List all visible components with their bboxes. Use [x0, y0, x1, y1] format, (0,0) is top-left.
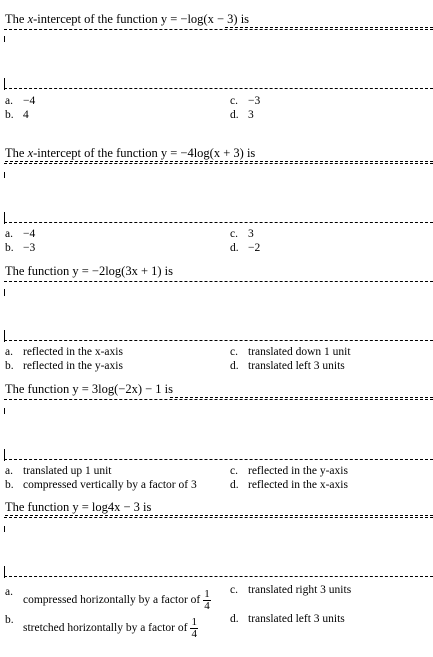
option-text: −2	[248, 242, 261, 254]
stem-text: -intercept of the function	[33, 146, 161, 160]
answer-box[interactable]	[4, 281, 433, 341]
fraction-denominator: 4	[191, 627, 197, 640]
answer-box[interactable]	[4, 163, 433, 223]
equation: y = −log(x − 3)	[160, 12, 238, 26]
question-stem	[5, 146, 255, 161]
stem-variable: x	[27, 12, 34, 26]
option-d[interactable]	[230, 613, 345, 625]
option-text: compressed vertically by a factor of 3	[23, 479, 197, 491]
option-b[interactable]	[5, 479, 197, 491]
option-letter: c.	[230, 465, 238, 477]
option-text: 3	[248, 109, 254, 121]
option-letter: b.	[5, 109, 14, 121]
answer-box[interactable]	[4, 517, 433, 577]
question-stem	[5, 12, 249, 27]
answer-box[interactable]	[4, 399, 433, 460]
fraction-numerator: 1	[191, 615, 197, 628]
option-text: −3	[248, 95, 261, 107]
option-letter: c.	[230, 584, 238, 596]
option-d[interactable]	[230, 360, 345, 372]
option-letter: c.	[230, 346, 238, 358]
stem-text: is	[243, 146, 256, 160]
question-stem	[5, 500, 151, 515]
fraction-denominator: 4	[204, 599, 210, 612]
option-d[interactable]	[230, 479, 348, 491]
option-c[interactable]	[230, 465, 348, 477]
answer-underline	[225, 27, 433, 28]
box-tick	[4, 289, 5, 296]
option-text: reflected in the x-axis	[248, 479, 348, 491]
option-d[interactable]	[230, 109, 254, 121]
option-letter: a.	[5, 586, 13, 598]
equation: y = −2log(3x + 1)	[72, 264, 162, 278]
option-text: reflected in the x-axis	[23, 346, 123, 358]
option-text: reflected in the y-axis	[248, 465, 348, 477]
fraction	[190, 617, 198, 640]
stem-text: -intercept of the function	[33, 12, 161, 26]
option-b[interactable]	[5, 360, 123, 372]
answer-underline	[5, 161, 433, 162]
box-tick	[4, 36, 5, 42]
box-tick	[4, 212, 5, 224]
option-text: translated right 3 units	[248, 584, 352, 596]
box-tick	[4, 526, 5, 532]
option-c[interactable]	[230, 95, 260, 107]
option-b[interactable]	[5, 242, 35, 254]
option-a[interactable]	[5, 95, 35, 107]
stem-text: is	[161, 382, 174, 396]
option-a[interactable]	[5, 465, 111, 477]
option-text: compressed horizontally by a factor of	[23, 594, 201, 606]
option-letter: c.	[230, 95, 238, 107]
option-a[interactable]	[5, 346, 123, 358]
option-letter: d.	[230, 360, 239, 372]
stem-text: is	[237, 12, 250, 26]
option-text: −4	[23, 95, 36, 107]
option-letter: d.	[230, 613, 239, 625]
option-letter: d.	[230, 109, 239, 121]
option-b[interactable]	[5, 614, 198, 640]
option-c[interactable]	[230, 346, 351, 358]
question-stem	[5, 264, 173, 279]
option-text: translated left 3 units	[248, 613, 345, 625]
option-text: −4	[23, 228, 36, 240]
answer-underline	[170, 397, 433, 398]
box-tick	[4, 449, 5, 461]
option-letter: a.	[5, 465, 13, 477]
option-letter: d.	[230, 242, 239, 254]
option-letter: c.	[230, 228, 238, 240]
option-a[interactable]	[5, 228, 35, 240]
answer-box[interactable]	[4, 29, 433, 89]
stem-text: The	[5, 146, 28, 160]
option-text: 3	[248, 228, 254, 240]
box-tick	[4, 330, 5, 342]
option-text: −3	[23, 242, 36, 254]
stem-text: is	[139, 500, 152, 514]
option-text: stretched horizontally by a factor of	[23, 622, 188, 634]
option-letter: b.	[5, 360, 14, 372]
option-letter: b.	[5, 614, 14, 626]
option-b[interactable]	[5, 109, 29, 121]
stem-text: The function	[5, 382, 73, 396]
option-letter: a.	[5, 95, 13, 107]
option-d[interactable]	[230, 242, 260, 254]
equation: y = log4x − 3	[72, 500, 140, 514]
stem-text: The	[5, 12, 28, 26]
stem-variable: x	[27, 146, 34, 160]
option-c[interactable]	[230, 584, 351, 596]
equation: y = 3log(−2x) − 1	[72, 382, 162, 396]
option-a[interactable]	[5, 586, 211, 612]
box-tick	[4, 566, 5, 578]
option-text: reflected in the y-axis	[23, 360, 123, 372]
option-letter: b.	[5, 242, 14, 254]
box-tick	[4, 172, 5, 178]
option-c[interactable]	[230, 228, 254, 240]
option-letter: a.	[5, 346, 13, 358]
equation: y = −4log(x + 3)	[160, 146, 244, 160]
stem-text: is	[161, 264, 174, 278]
option-text: translated down 1 unit	[248, 346, 351, 358]
fraction	[203, 589, 211, 612]
stem-text: The function	[5, 500, 73, 514]
question-stem	[5, 382, 173, 397]
option-letter: d.	[230, 479, 239, 491]
option-letter: a.	[5, 228, 13, 240]
box-tick	[4, 78, 5, 90]
fraction-numerator: 1	[204, 587, 210, 600]
stem-text: The function	[5, 264, 73, 278]
box-tick	[4, 408, 5, 414]
option-text: translated up 1 unit	[23, 465, 112, 477]
option-text: translated left 3 units	[248, 360, 345, 372]
option-letter: b.	[5, 479, 14, 491]
option-text: 4	[23, 109, 29, 121]
answer-underline	[5, 515, 433, 516]
